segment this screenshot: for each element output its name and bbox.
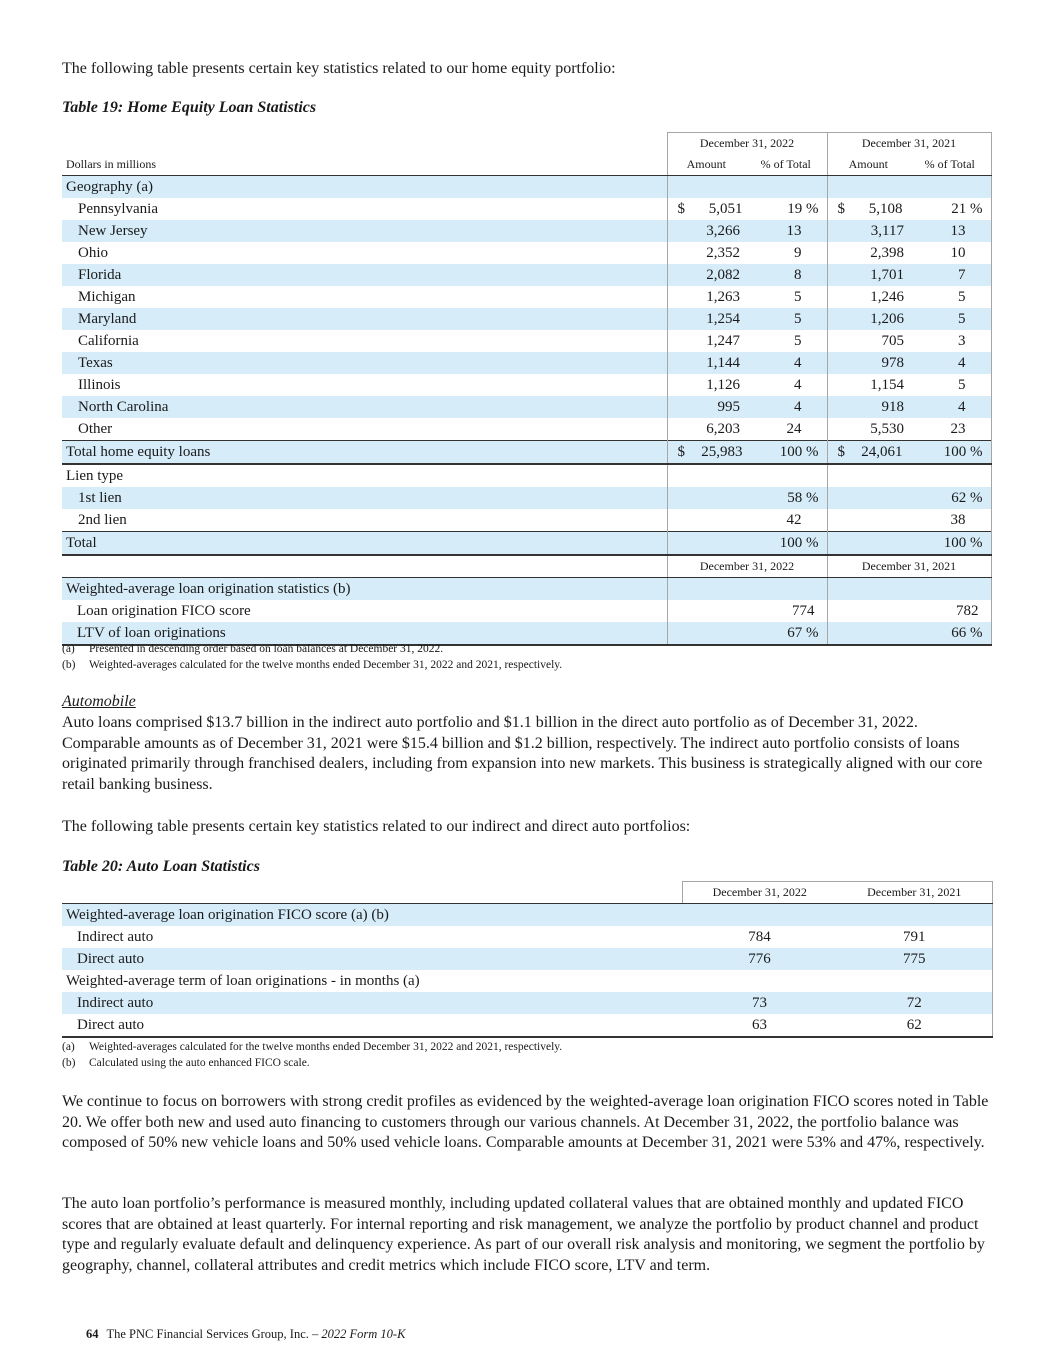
pct-cell: 58 % — [745, 487, 827, 509]
value-cell: 782 — [827, 600, 991, 622]
footnote-key: (a) — [62, 1041, 75, 1053]
table-row — [62, 308, 991, 330]
row-label: Ohio — [78, 244, 108, 261]
fico-paragraph: We continue to focus on borrowers with strong credit profiles as evidenced by the weighted-average loan origination FICO scores noted in Table 20. We offer both new and used auto financing to customers through our various channels. At December 31, 2022, the portfolio balance was composed of 50% new vehicle loans and 50% used vehicle loans. Comparable amounts at December 31, 2021 were 53% and 47%, respectively. — [62, 1093, 989, 1151]
table-row — [62, 992, 992, 1014]
footer-form: 2022 Form 10-K — [321, 1327, 406, 1341]
pct-cell: 62 % — [909, 487, 991, 509]
currency-symbol: $ — [677, 200, 685, 217]
col-amount-2021: Amount — [827, 154, 909, 176]
row-label: Total — [62, 532, 667, 556]
pct-cell: 4 — [909, 396, 991, 418]
row-label: Texas — [62, 352, 667, 374]
row-label: Direct auto — [62, 948, 682, 970]
row-label: California — [78, 332, 139, 349]
amount-cell: 2,352 — [667, 242, 745, 264]
value-cell: 775 — [837, 948, 992, 970]
pct-cell: 5 — [794, 332, 802, 349]
table-row — [62, 1014, 992, 1037]
amount-cell: 995 — [667, 396, 745, 418]
pct-cell: 24 — [786, 420, 802, 437]
amount-cell — [667, 198, 745, 220]
pct-cell: 100 % — [745, 532, 827, 556]
amount-value: 5,051 — [708, 200, 743, 217]
table-row — [62, 396, 991, 418]
table-row — [62, 926, 992, 948]
pct-cell: 5 — [909, 286, 991, 308]
pct-cell: 13 — [909, 220, 991, 242]
amount-cell: 5,530 — [827, 418, 909, 441]
row-label: LTV of loan originations — [62, 622, 667, 645]
currency-symbol: $ — [837, 443, 845, 460]
amount-cell: 1,144 — [667, 352, 745, 374]
table-row — [62, 374, 991, 396]
term-heading: Weighted-average term of loan originations - in months (a) — [66, 972, 420, 989]
amount-value: 25,983 — [701, 443, 743, 460]
pct-cell: 100 % — [909, 532, 991, 556]
footnote — [62, 657, 562, 673]
value-cell: 72 — [837, 992, 992, 1014]
automobile-heading: Automobile — [62, 693, 136, 710]
value-cell: 67 % — [667, 622, 827, 645]
wa-period-2022: December 31, 2022 — [667, 555, 827, 578]
value-cell: 774 — [667, 600, 827, 622]
pct-cell: 100 % — [909, 441, 991, 465]
pct-cell: 8 — [745, 264, 827, 286]
footnote-key: (a) — [62, 643, 75, 655]
lien-type-heading: Lien type — [66, 467, 124, 484]
pct-cell: 21 % — [909, 198, 991, 220]
amount-cell: 2,398 — [827, 242, 909, 264]
footnote-key: (b) — [62, 1057, 76, 1069]
pct-cell: 5 — [794, 288, 802, 305]
table-section-row — [62, 464, 991, 487]
pct-cell: 4 — [794, 376, 802, 393]
table20-title: Table 20: Auto Loan Statistics — [62, 858, 260, 875]
col-amount-2022: Amount — [667, 154, 745, 176]
home-equity-intro: The following table presents certain key statistics related to our home equity portfolio: — [62, 60, 616, 77]
table-row — [62, 330, 991, 352]
amount-cell: 3,117 — [827, 220, 909, 242]
automobile-paragraph: Auto loans comprised $13.7 billion in the indirect auto portfolio and $1.1 billion in the direct auto portfolio as of December 31, 2022. Comparable amounts as of December 31, 2021 were $15.4 billion and $1.2 billion, respectively. The indirect auto portfolio consists of loans originated primarily through franchised dealers, including from expansion into new markets. This business is strategically aligned with our core retail banking business. — [62, 714, 983, 793]
table-section-row — [62, 970, 992, 992]
table19-wa-period-header — [62, 555, 991, 578]
pct-cell: 100 % — [745, 441, 827, 465]
row-label: Loan origination FICO score — [77, 602, 251, 619]
table19-home-equity-loan-statistics — [62, 132, 992, 646]
row-label: North Carolina — [62, 396, 667, 418]
amount-cell: 1,154 — [827, 374, 909, 396]
value-cell: 73 — [682, 992, 837, 1014]
pct-cell: 4 — [909, 352, 991, 374]
table20-period-2021: December 31, 2021 — [837, 882, 992, 904]
table19-column-header — [62, 154, 991, 176]
lien-total-row — [62, 532, 991, 556]
wa-origination-heading: Weighted-average loan origination statistics (b) — [62, 578, 667, 601]
pct-cell: 9 — [794, 244, 802, 261]
pct-cell: 5 — [909, 308, 991, 330]
amount-cell — [827, 198, 909, 220]
page-footer — [86, 1327, 405, 1342]
footnote-text: Presented in descending order based on loan balances at December 31, 2022. — [89, 643, 444, 655]
footer-company: The PNC Financial Services Group, Inc. – — [106, 1327, 322, 1341]
amount-cell: 1,206 — [827, 308, 909, 330]
row-label: Total home equity loans — [62, 441, 667, 465]
amount-cell — [827, 441, 909, 465]
table19-title: Table 19: Home Equity Loan Statistics — [62, 99, 317, 116]
row-label: Michigan — [78, 288, 136, 305]
table-row — [62, 418, 991, 441]
footnote-text: Weighted-averages calculated for the twelve months ended December 31, 2022 and 2021, respectively. — [89, 659, 563, 671]
row-label: Maryland — [62, 308, 667, 330]
table-row — [62, 509, 991, 532]
row-label: Other — [78, 420, 113, 437]
amount-cell: 2,082 — [667, 264, 745, 286]
table19-period-2021: December 31, 2021 — [827, 133, 991, 155]
amount-cell: 6,203 — [667, 418, 745, 441]
row-label: Illinois — [78, 376, 121, 393]
row-label: 2nd lien — [78, 511, 127, 528]
auto-intro: The following table presents certain key statistics related to our indirect and direct auto portfolios: — [62, 818, 691, 835]
amount-cell: 978 — [827, 352, 909, 374]
row-label: New Jersey — [62, 220, 667, 242]
row-label: Indirect auto — [77, 928, 154, 945]
currency-symbol: $ — [837, 200, 845, 217]
table-row — [62, 600, 991, 622]
row-label: Florida — [62, 264, 667, 286]
value-cell: 62 — [837, 1014, 992, 1037]
table-row — [62, 286, 991, 308]
total-home-equity-row — [62, 441, 991, 465]
pct-cell: 5 — [909, 374, 991, 396]
pct-cell: 10 — [909, 242, 991, 264]
amount-cell: 918 — [827, 396, 909, 418]
table-row — [62, 242, 991, 264]
value-cell: 66 % — [827, 622, 991, 645]
pct-cell: 7 — [909, 264, 991, 286]
pct-cell: 4 — [745, 352, 827, 374]
footnote-text: Weighted-averages calculated for the twelve months ended December 31, 2022 and 2021, respectively. — [89, 1041, 563, 1053]
geography-heading: Geography (a) — [62, 176, 667, 199]
amount-cell — [667, 441, 745, 465]
row-label: Direct auto — [62, 1014, 682, 1037]
table-row — [62, 198, 991, 220]
amount-value: 5,108 — [868, 200, 903, 217]
footnote — [62, 1055, 562, 1071]
performance-paragraph: The auto loan portfolio’s performance is measured monthly, including updated collateral values that are obtained monthly and updated FICO scores that are obtained at least quarterly. For internal reporting and risk management, we analyze the portfolio by product channel and product type and regularly evaluate default and delinquency experience. As part of our overall risk analysis and monitoring, we segment the portfolio by geography, channel, collateral attributes and credit metrics which include FICO score, LTV and term. — [62, 1195, 985, 1274]
col-pct-2022: % of Total — [745, 154, 827, 176]
amount-cell: 1,701 — [827, 264, 909, 286]
table-section-row — [62, 578, 991, 601]
table-row — [62, 352, 991, 374]
table19-period-header — [62, 133, 991, 155]
table-row — [62, 220, 991, 242]
table19-units-label: Dollars in millions — [62, 154, 667, 176]
col-pct-2021: % of Total — [909, 154, 991, 176]
table20-period-header — [62, 882, 992, 904]
table-section-row — [62, 904, 992, 927]
page-number: 64 — [86, 1327, 99, 1341]
table20-period-2022: December 31, 2022 — [682, 882, 837, 904]
table-section-row — [62, 176, 991, 199]
footnote-key: (b) — [62, 659, 76, 671]
row-label: Pennsylvania — [78, 200, 158, 217]
pct-cell: 3 — [909, 330, 991, 352]
pct-cell: 38 — [909, 509, 991, 532]
amount-cell: 3,266 — [667, 220, 745, 242]
pct-cell: 4 — [745, 396, 827, 418]
value-cell: 784 — [748, 928, 771, 945]
pct-cell: 42 — [786, 511, 802, 528]
value-cell: 791 — [837, 926, 992, 948]
pct-cell: 19 % — [787, 200, 819, 217]
table20-footnotes — [62, 1039, 562, 1071]
footnote-text: Calculated using the auto enhanced FICO scale. — [89, 1057, 310, 1069]
value-cell: 63 — [682, 1014, 837, 1037]
wa-period-2021: December 31, 2021 — [827, 555, 991, 578]
fico-heading: Weighted-average loan origination FICO score (a) (b) — [62, 904, 682, 927]
pct-cell: 13 — [745, 220, 827, 242]
table20-auto-loan-statistics — [62, 881, 993, 1038]
table-row — [62, 264, 991, 286]
footnote — [62, 1039, 562, 1055]
amount-value: 24,061 — [861, 443, 903, 460]
amount-cell: 1,263 — [667, 286, 745, 308]
table-row — [62, 487, 991, 509]
table-row — [62, 948, 992, 970]
pct-cell: 23 — [909, 418, 991, 441]
amount-cell: 1,246 — [827, 286, 909, 308]
amount-cell: 1,254 — [667, 308, 745, 330]
row-label: 1st lien — [62, 487, 667, 509]
currency-symbol: $ — [677, 443, 685, 460]
row-label: Indirect auto — [62, 992, 682, 1014]
pct-cell: 5 — [745, 308, 827, 330]
amount-cell: 705 — [827, 330, 909, 352]
footnote — [62, 641, 562, 657]
table19-period-2022: December 31, 2022 — [667, 133, 827, 155]
table19-footnotes — [62, 641, 562, 673]
value-cell: 776 — [682, 948, 837, 970]
amount-cell: 1,247 — [667, 330, 745, 352]
amount-cell: 1,126 — [667, 374, 745, 396]
